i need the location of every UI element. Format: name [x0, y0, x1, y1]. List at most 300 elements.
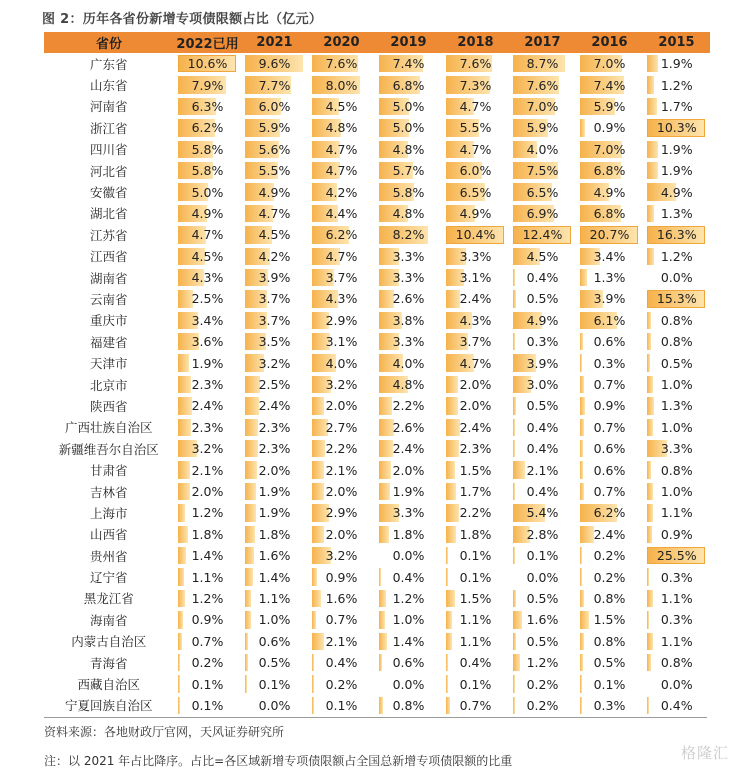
data-bar: [446, 504, 459, 521]
table-row: [44, 74, 710, 95]
data-bar: [513, 333, 515, 350]
value-text: 2.1%: [191, 462, 224, 478]
value-cell: [241, 545, 308, 566]
data-bar: [379, 483, 391, 500]
value-text: 6.0%: [258, 98, 291, 114]
data-bar: [245, 633, 249, 650]
data-bar: [178, 376, 192, 393]
value-cell: [375, 246, 442, 267]
value-cell: [241, 459, 308, 480]
data-bar: [647, 654, 652, 671]
header-2017: 2017: [509, 32, 576, 53]
value-text: 4.3%: [325, 291, 358, 307]
data-bar: [580, 547, 582, 564]
data-bar: [245, 419, 259, 436]
value-text: 1.1%: [258, 590, 291, 606]
value-cell: [509, 160, 576, 181]
value-cell: [174, 117, 241, 138]
value-text: 2.0%: [459, 377, 492, 393]
data-bar: [647, 483, 653, 500]
value-cell: [308, 673, 375, 694]
value-cell: [509, 673, 576, 694]
value-text: 7.6%: [459, 56, 492, 72]
data-bar: [379, 526, 390, 543]
value-text: 5.5%: [258, 163, 291, 179]
value-text: 7.0%: [593, 141, 626, 157]
value-text: 2.0%: [325, 526, 358, 542]
value-text: 1.9%: [660, 141, 693, 157]
value-text: 1.7%: [660, 98, 693, 114]
value-text: 0.8%: [660, 312, 693, 328]
data-bar: [580, 397, 585, 414]
province-cell: 内蒙古自治区: [71, 634, 147, 650]
province-cell: 湖北省: [89, 206, 128, 222]
value-cell: [643, 545, 710, 566]
value-text: 0.2%: [593, 569, 626, 585]
value-cell: [442, 53, 509, 74]
province-cell: 河北省: [89, 163, 128, 179]
value-cell: [509, 331, 576, 352]
value-text: 1.3%: [660, 205, 693, 221]
value-text: 2.0%: [258, 462, 291, 478]
value-cell: [308, 609, 375, 630]
value-text: 3.3%: [392, 505, 425, 521]
value-cell: [375, 310, 442, 331]
value-text: 4.8%: [392, 377, 425, 393]
value-text: 0.1%: [191, 697, 224, 713]
value-text: 1.5%: [593, 612, 626, 628]
value-text: 1.0%: [392, 612, 425, 628]
value-text: 7.7%: [258, 77, 291, 93]
value-cell: [308, 395, 375, 416]
value-cell: [509, 267, 576, 288]
value-cell: [174, 459, 241, 480]
table-row: [44, 459, 710, 480]
value-cell: [375, 352, 442, 373]
province-cell: 山东省: [89, 78, 128, 94]
data-bar: [513, 290, 516, 307]
value-text: 1.9%: [258, 484, 291, 499]
table-row: [44, 288, 710, 309]
value-cell: [442, 160, 509, 181]
value-cell: [442, 224, 509, 245]
table-row: [44, 160, 710, 181]
value-text: 4.9%: [526, 312, 559, 328]
value-text: 5.7%: [392, 163, 425, 179]
value-text: 3.2%: [325, 548, 358, 564]
data-bar: [245, 654, 248, 671]
value-cell: [442, 331, 509, 352]
value-text: 0.6%: [593, 441, 626, 457]
value-cell: [509, 395, 576, 416]
value-text: 1.0%: [660, 377, 693, 393]
value-text: 4.7%: [325, 141, 358, 157]
value-text: 3.6%: [191, 334, 224, 350]
data-bar: [580, 376, 584, 393]
value-text: 1.5%: [459, 462, 492, 478]
value-text: 7.5%: [526, 163, 559, 179]
value-cell: [509, 139, 576, 160]
value-text: 2.5%: [191, 291, 224, 307]
value-cell: [241, 695, 308, 716]
value-text: 0.3%: [660, 569, 693, 585]
value-text: 1.6%: [258, 548, 291, 564]
data-bar: [312, 461, 325, 478]
value-cell: [576, 524, 643, 545]
figure-title: 图 2：历年各省份新增专项债限额占比（亿元）: [42, 12, 323, 27]
table-row: [44, 609, 710, 630]
value-cell: [576, 181, 643, 202]
value-cell: [375, 74, 442, 95]
value-cell: [375, 566, 442, 587]
value-text: 3.3%: [459, 248, 492, 264]
data-bar: [312, 483, 324, 500]
value-cell: [576, 609, 643, 630]
value-text: 1.8%: [191, 526, 224, 542]
value-text: 5.0%: [392, 120, 425, 136]
value-text: 4.3%: [459, 312, 492, 328]
value-cell: [576, 545, 643, 566]
value-cell: [375, 481, 442, 502]
data-bar: [245, 547, 255, 564]
value-cell: [509, 481, 576, 502]
value-cell: [174, 96, 241, 117]
value-cell: [375, 203, 442, 224]
table-row: [44, 395, 710, 416]
header-2018: 2018: [442, 32, 509, 53]
data-bar: [580, 354, 582, 371]
value-cell: [442, 181, 509, 202]
value-cell: [643, 374, 710, 395]
value-text: 4.5%: [526, 248, 559, 264]
value-text: 5.8%: [392, 184, 425, 200]
value-text: 1.7%: [459, 484, 492, 499]
value-cell: [576, 652, 643, 673]
value-text: 4.0%: [325, 355, 358, 371]
value-cell: [576, 139, 643, 160]
value-cell: [241, 117, 308, 138]
value-text: 4.7%: [258, 205, 291, 221]
data-bar: [580, 526, 595, 543]
value-cell: [174, 139, 241, 160]
data-bar: [580, 590, 585, 607]
value-cell: [509, 246, 576, 267]
value-cell: [442, 395, 509, 416]
value-cell: [375, 609, 442, 630]
value-text: 0.9%: [325, 569, 358, 585]
data-bar: [513, 269, 515, 286]
value-cell: [375, 588, 442, 609]
value-text: 7.3%: [459, 77, 492, 93]
value-cell: [308, 459, 375, 480]
source-note: 资料来源：各地财政厅官网，天风证券研究所: [44, 725, 285, 739]
data-bar: [513, 461, 526, 478]
value-cell: [576, 310, 643, 331]
value-text: 4.0%: [392, 355, 425, 371]
value-text: 8.2%: [392, 227, 425, 243]
value-text: 2.5%: [258, 377, 291, 393]
value-cell: [442, 524, 509, 545]
data-bar: [647, 333, 652, 350]
value-text: 1.8%: [392, 526, 425, 542]
value-cell: [241, 310, 308, 331]
value-text: 1.2%: [660, 248, 693, 264]
value-text: 1.9%: [660, 163, 693, 179]
data-bar: [513, 697, 515, 714]
value-cell: [643, 588, 710, 609]
value-cell: [643, 181, 710, 202]
table-row: [44, 181, 710, 202]
data-bar: [312, 440, 325, 457]
value-text: 0.5%: [258, 655, 291, 671]
value-cell: [241, 438, 308, 459]
value-cell: [174, 288, 241, 309]
data-bar: [245, 590, 252, 607]
value-text: 0.7%: [191, 633, 224, 649]
value-cell: [308, 53, 375, 74]
value-cell: [643, 673, 710, 694]
value-cell: [442, 673, 509, 694]
value-text: 4.9%: [459, 205, 492, 221]
value-text: 2.6%: [392, 419, 425, 435]
province-cell: 陕西省: [89, 398, 128, 414]
value-cell: [174, 74, 241, 95]
data-bar: [446, 654, 448, 671]
value-text: 1.2%: [660, 77, 693, 93]
data-bar: [312, 611, 316, 628]
value-text: 2.0%: [325, 484, 358, 499]
value-text: 6.8%: [593, 163, 626, 179]
value-text: 1.8%: [459, 526, 492, 542]
value-cell: [509, 609, 576, 630]
value-cell: [643, 609, 710, 630]
value-cell: [643, 524, 710, 545]
value-cell: [643, 331, 710, 352]
value-text: 15.3%: [656, 291, 697, 307]
data-bar: [178, 483, 190, 500]
value-cell: [241, 352, 308, 373]
value-text: 0.1%: [459, 676, 492, 692]
value-text: 3.9%: [526, 355, 559, 371]
value-cell: [442, 139, 509, 160]
data-bar: [446, 440, 460, 457]
table-row: [44, 588, 710, 609]
value-cell: [509, 181, 576, 202]
value-cell: [576, 224, 643, 245]
province-cell: 江西省: [89, 249, 128, 265]
value-text: 1.4%: [392, 633, 425, 649]
data-bar: [580, 269, 588, 286]
value-text: 4.7%: [459, 141, 492, 157]
value-cell: [174, 695, 241, 716]
value-cell: [174, 588, 241, 609]
value-cell: [509, 53, 576, 74]
value-cell: [509, 352, 576, 373]
province-cell: 河南省: [89, 99, 128, 115]
value-text: 6.3%: [191, 98, 224, 114]
data-bar: [446, 590, 455, 607]
data-bar: [580, 461, 584, 478]
province-cell: 山西省: [89, 527, 128, 543]
value-cell: [643, 246, 710, 267]
value-text: 6.8%: [392, 77, 425, 93]
value-cell: [174, 566, 241, 587]
value-text: 2.4%: [392, 441, 425, 457]
value-cell: [375, 524, 442, 545]
data-bar: [647, 76, 654, 93]
value-text: 25.5%: [656, 548, 697, 564]
value-text: 6.2%: [325, 227, 358, 243]
province-cell: 吉林省: [89, 484, 128, 500]
value-cell: [576, 117, 643, 138]
value-cell: [241, 524, 308, 545]
value-cell: [308, 631, 375, 652]
value-cell: [375, 652, 442, 673]
value-cell: [576, 96, 643, 117]
value-text: 10.3%: [656, 120, 697, 136]
value-cell: [509, 502, 576, 523]
value-text: 0.1%: [459, 548, 492, 564]
value-text: 4.7%: [459, 355, 492, 371]
value-text: 7.0%: [593, 56, 626, 72]
table-body: [44, 53, 710, 716]
data-bar: [580, 675, 582, 692]
value-text: 1.1%: [191, 569, 224, 585]
value-text: 1.2%: [392, 590, 425, 606]
data-bar: [513, 547, 515, 564]
value-text: 1.2%: [526, 655, 559, 671]
value-cell: [308, 310, 375, 331]
province-cell: 安徽省: [89, 185, 128, 201]
value-cell: [241, 502, 308, 523]
value-text: 2.1%: [325, 462, 358, 478]
table-row: [44, 246, 710, 267]
value-text: 3.5%: [258, 334, 291, 350]
value-cell: [643, 267, 710, 288]
value-text: 2.4%: [258, 398, 291, 414]
value-cell: [643, 695, 710, 716]
value-text: 0.4%: [325, 655, 358, 671]
header-2019: 2019: [375, 32, 442, 53]
value-text: 5.0%: [191, 184, 224, 200]
data-bar: [513, 654, 520, 671]
table-row: [44, 502, 710, 523]
value-text: 4.5%: [191, 248, 224, 264]
value-cell: [576, 246, 643, 267]
data-bar: [446, 675, 448, 692]
value-cell: [509, 96, 576, 117]
value-text: 0.3%: [593, 355, 626, 371]
data-bar: [647, 376, 653, 393]
value-text: 0.9%: [660, 526, 693, 542]
data-bar: [446, 547, 448, 564]
value-text: 0.7%: [593, 419, 626, 435]
value-cell: [174, 417, 241, 438]
value-cell: [241, 331, 308, 352]
value-cell: [308, 203, 375, 224]
value-cell: [643, 288, 710, 309]
value-text: 0.1%: [526, 548, 559, 564]
province-cell: 云南省: [89, 291, 128, 307]
table-row: [44, 96, 710, 117]
value-cell: [442, 588, 509, 609]
value-text: 0.2%: [191, 655, 224, 671]
province-cell: 甘肃省: [89, 463, 128, 479]
data-bar: [379, 440, 394, 457]
value-text: 2.1%: [526, 462, 559, 478]
value-cell: [442, 459, 509, 480]
value-cell: [308, 181, 375, 202]
value-text: 3.2%: [325, 377, 358, 393]
value-cell: [375, 331, 442, 352]
value-cell: [442, 566, 509, 587]
data-bar: [379, 654, 383, 671]
data-bar: [513, 611, 523, 628]
value-text: 5.0%: [392, 98, 425, 114]
data-bar: [379, 611, 385, 628]
value-text: 2.4%: [191, 398, 224, 414]
data-bar: [647, 568, 649, 585]
value-text: 4.2%: [258, 248, 291, 264]
value-cell: [442, 609, 509, 630]
data-bar: [513, 675, 515, 692]
value-cell: [308, 246, 375, 267]
value-text: 1.3%: [660, 398, 693, 414]
data-bar: [580, 611, 589, 628]
province-cell: 福建省: [89, 334, 128, 350]
value-text: 5.9%: [526, 120, 559, 136]
value-cell: [375, 267, 442, 288]
value-text: 0.0%: [660, 676, 693, 692]
value-cell: [174, 652, 241, 673]
value-text: 2.2%: [459, 505, 492, 521]
value-cell: [308, 566, 375, 587]
value-cell: [442, 652, 509, 673]
value-text: 0.0%: [392, 548, 425, 564]
value-text: 4.9%: [660, 184, 693, 200]
value-cell: [375, 502, 442, 523]
value-text: 0.5%: [593, 655, 626, 671]
province-cell: 四川省: [89, 142, 128, 158]
province-cell: 上海市: [89, 505, 128, 521]
value-text: 5.8%: [191, 141, 224, 157]
header-2022: 2022已用: [174, 32, 241, 53]
data-bar: [312, 568, 317, 585]
value-cell: [509, 288, 576, 309]
value-cell: [576, 588, 643, 609]
table-row: [44, 267, 710, 288]
data-bar: [446, 697, 450, 714]
value-text: 0.7%: [593, 377, 626, 393]
value-text: 1.5%: [459, 590, 492, 606]
value-cell: [174, 609, 241, 630]
value-cell: [509, 652, 576, 673]
value-cell: [375, 374, 442, 395]
header-row: [44, 32, 710, 53]
value-cell: [241, 631, 308, 652]
data-bar: [647, 611, 649, 628]
value-text: 0.8%: [593, 590, 626, 606]
data-bar: [580, 419, 584, 436]
value-text: 0.2%: [325, 676, 358, 692]
value-text: 0.5%: [526, 398, 559, 414]
value-cell: [576, 74, 643, 95]
value-cell: [643, 481, 710, 502]
data-bar: [647, 504, 654, 521]
value-cell: [375, 673, 442, 694]
data-bar: [647, 697, 649, 714]
value-cell: [442, 481, 509, 502]
